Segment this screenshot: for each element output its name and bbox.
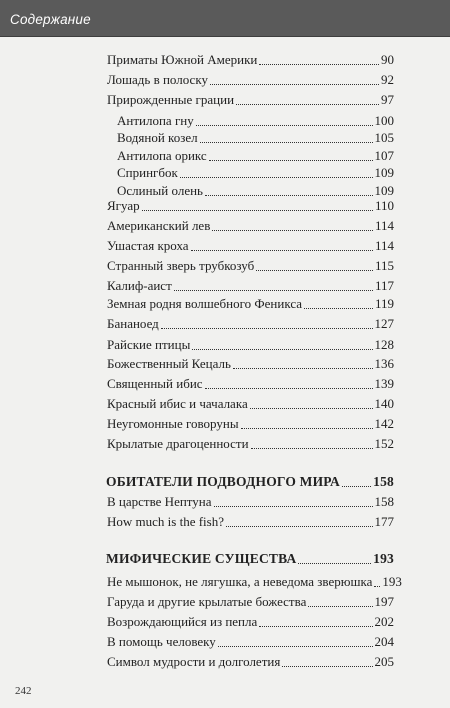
toc-entry: [107, 314, 394, 332]
toc-entry-title: ОБИТАТЕЛИ ПОДВОДНОГО МИРА: [106, 474, 340, 489]
toc-entry: [107, 652, 394, 670]
toc-entry-page: 152: [374, 436, 394, 451]
toc-entry: [107, 236, 394, 254]
toc-entry-title: Ушастая кроха: [107, 238, 189, 253]
toc-entry-title: Символ мудрости и долголетия: [107, 654, 281, 669]
toc-entry-title: Ослиный олень: [117, 183, 203, 198]
dot-leader: [209, 160, 373, 161]
toc-entry-title: Прирожденные грации: [107, 92, 235, 107]
toc-entry-title: Божественный Кецаль: [107, 356, 231, 371]
toc-entry-page: 197: [374, 594, 394, 609]
toc-entry-page: 193: [373, 551, 394, 566]
toc-entry: [107, 512, 394, 530]
toc-entry-title: Ягуар: [107, 198, 140, 213]
toc-entry-page: 115: [374, 258, 394, 273]
toc-entry-page: 92: [381, 72, 394, 87]
toc-entry-page: 158: [373, 474, 394, 489]
dot-leader: [308, 606, 372, 607]
toc-entry-title: Священный ибис: [107, 376, 203, 391]
dot-leader: [161, 328, 373, 329]
toc-entry-title: Антилопа орикс: [117, 148, 207, 163]
toc-entry-title: Красный ибис и чачалака: [107, 396, 248, 411]
toc-entry: [107, 354, 394, 372]
toc-entry-title: Неугомонные говоруны: [107, 416, 239, 431]
dot-leader: [200, 142, 373, 143]
toc-entry-title: Крылатые драгоценности: [107, 436, 249, 451]
dot-leader: [218, 646, 373, 647]
toc-entry-page: 193: [382, 574, 402, 589]
toc-entry: [107, 434, 394, 452]
toc-entry: [107, 276, 394, 294]
toc-entry-page: 97: [381, 92, 394, 107]
toc-section-heading: [106, 472, 394, 490]
toc-entry: [107, 196, 394, 214]
dot-leader: [214, 506, 373, 507]
toc-entry-page: 205: [374, 654, 394, 669]
dot-leader: [236, 104, 379, 105]
dot-leader: [192, 349, 372, 350]
toc-entry-title: Приматы Южной Америки: [107, 52, 258, 67]
dot-leader: [226, 526, 373, 527]
dot-leader: [259, 64, 379, 65]
dot-leader: [282, 666, 372, 667]
toc-entry-title: Райские птицы: [107, 337, 191, 352]
dot-leader: [241, 428, 373, 429]
page-number: 242: [15, 685, 32, 697]
dot-leader: [212, 230, 373, 231]
toc-entry-page: 114: [374, 218, 394, 233]
toc-entry-title: В помощь человеку: [107, 634, 216, 649]
toc-subentry: [117, 146, 394, 164]
toc-entry: [107, 572, 402, 590]
dot-leader: [233, 368, 373, 369]
toc-entry: [107, 294, 394, 312]
dot-leader: [259, 626, 372, 627]
dot-leader: [210, 84, 379, 85]
dot-leader: [251, 448, 373, 449]
toc-subentry: [117, 163, 394, 181]
toc-entry-title: Спрингбок: [117, 165, 178, 180]
toc-entry-page: 139: [374, 376, 394, 391]
toc-entry-page: 202: [374, 614, 394, 629]
toc-entry-title: Американский лев: [107, 218, 211, 233]
toc-entry-page: 177: [374, 514, 394, 529]
dot-leader: [196, 125, 373, 126]
dot-leader: [191, 250, 373, 251]
dot-leader: [180, 177, 373, 178]
toc-entry: [107, 592, 394, 610]
toc-entry: [107, 414, 394, 432]
toc-entry-page: 158: [374, 494, 394, 509]
dot-leader: [304, 308, 373, 309]
toc-entry-title: Антилопа гну: [117, 113, 194, 128]
toc-entry-page: 100: [374, 113, 394, 128]
dot-leader: [298, 563, 371, 564]
toc-entry-title: Бананоед: [107, 316, 159, 331]
toc-entry: [107, 394, 394, 412]
toc-entry-title: Не мышонок, не лягушка, а неведома зверюшка: [107, 574, 373, 589]
toc-entry-page: 204: [374, 634, 394, 649]
toc-entry-title: МИФИЧЕСКИЕ СУЩЕСТВА: [106, 551, 297, 566]
toc-entry: [107, 50, 394, 68]
toc-entry-page: 114: [374, 238, 394, 253]
toc-entry-title: Лошадь в полоску: [107, 72, 208, 87]
toc-entry-page: 107: [374, 148, 394, 163]
toc-entry-title: Странный зверь трубкозуб: [107, 258, 255, 273]
toc-subentry: [117, 111, 394, 129]
toc-entry-title: В царстве Нептуна: [107, 494, 212, 509]
toc-entry: [107, 492, 394, 510]
dot-leader: [342, 486, 371, 487]
toc-entry: [107, 90, 394, 108]
toc-entry-page: 128: [374, 337, 394, 352]
dot-leader: [205, 388, 373, 389]
toc-entry-title: Возрождающийся из пепла: [107, 614, 258, 629]
toc-section-heading: [106, 549, 394, 567]
toc-entry: [107, 70, 394, 88]
toc-entry-title: Земная родня волшебного Феникса: [107, 296, 303, 311]
toc-entry-page: 105: [374, 130, 394, 145]
toc-entry-title: Гаруда и другие крылатые божества: [107, 594, 307, 609]
toc-entry: [107, 612, 394, 630]
toc-entry-page: 119: [374, 296, 394, 311]
toc-entry-page: 109: [374, 165, 394, 180]
toc-entry: [107, 374, 394, 392]
dot-leader: [250, 408, 373, 409]
dot-leader: [256, 270, 373, 271]
toc-entry: [107, 216, 394, 234]
running-header-title: Содержание: [10, 12, 91, 27]
toc-entry: [107, 632, 394, 650]
toc-entry-page: 142: [374, 416, 394, 431]
toc-entry-title: Калиф-аист: [107, 278, 172, 293]
toc-entry-page: 109: [374, 183, 394, 198]
toc-entry-page: 127: [374, 316, 394, 331]
toc-entry: [107, 335, 394, 353]
toc-entry-page: 140: [374, 396, 394, 411]
toc-entry-page: 90: [381, 52, 394, 67]
toc-entry-title: Водяной козел: [117, 130, 198, 145]
toc-entry-title: How much is the fish?: [107, 514, 224, 529]
dot-leader: [174, 290, 373, 291]
toc-entry-page: 110: [374, 198, 394, 213]
toc-entry-page: 117: [374, 278, 394, 293]
dot-leader: [142, 210, 373, 211]
toc-entry-page: 136: [374, 356, 394, 371]
toc-entry: [107, 256, 394, 274]
toc-subentry: [117, 128, 394, 146]
running-header: [0, 0, 450, 37]
